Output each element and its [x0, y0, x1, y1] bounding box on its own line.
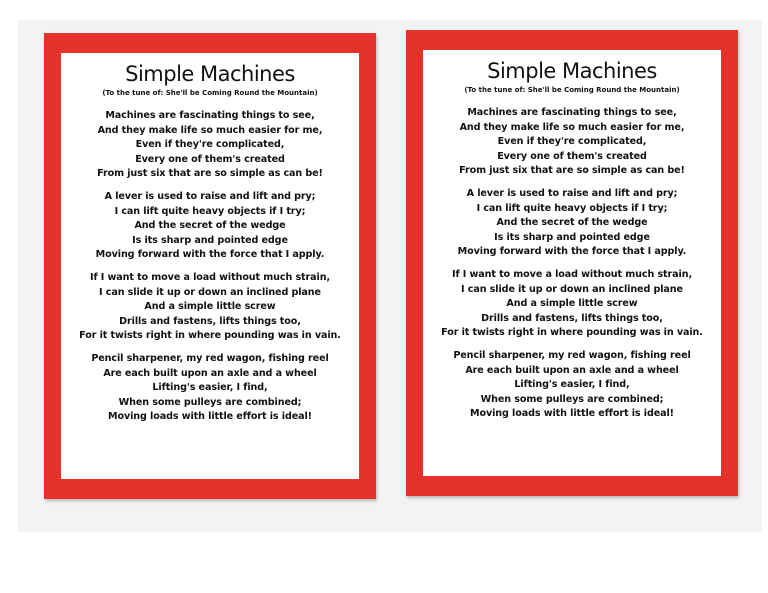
- verse-line: When some pulleys are combined;: [480, 393, 664, 405]
- verse-line: Pencil sharpener, my red wagon, fishing reel: [91, 352, 329, 364]
- song-subtitle: (To the tune of: She'll be Coming Round the Mountain): [464, 86, 680, 94]
- verse-4: [61, 352, 359, 425]
- verse-line: Machines are fascinating things to see,: [105, 110, 315, 121]
- verse-line: Drills and fastens, lifts things too,: [481, 312, 663, 324]
- verse-line: I can slide it up or down an inclined plane: [99, 286, 321, 298]
- song-card-left: [44, 33, 376, 499]
- song-title: Simple Machines: [125, 62, 295, 86]
- verse-line: Is its sharp and pointed edge: [132, 234, 288, 246]
- verse-line: I can slide it up or down an inclined plane: [461, 283, 683, 295]
- verse-line: A lever is used to raise and lift and pry;: [466, 187, 678, 199]
- verse-line: Lifting's easier, I find,: [152, 382, 268, 394]
- verse-line: From just six that are so simple as can be!: [97, 168, 323, 180]
- verse-line: Machines are fascinating things to see,: [467, 107, 677, 118]
- verse-line: A lever is used to raise and lift and pry;: [104, 190, 316, 202]
- verse-line: I can lift quite heavy objects if I try;: [114, 205, 306, 217]
- verse-2: [423, 187, 721, 260]
- verse-line: Moving loads with little effort is ideal!: [470, 408, 674, 420]
- verse-line: For it twists right in where pounding was in vain.: [79, 330, 341, 342]
- verse-2: [61, 190, 359, 263]
- verse-line: And they make life so much easier for me,: [459, 121, 685, 133]
- verse-1: [423, 106, 721, 179]
- verse-line: Moving forward with the force that I apply.: [457, 246, 687, 258]
- verse-line: Drills and fastens, lifts things too,: [119, 315, 301, 327]
- verse-line: When some pulleys are combined;: [118, 396, 302, 408]
- verse-3: [423, 268, 721, 341]
- verse-line: If I want to move a load without much strain,: [89, 271, 331, 283]
- verse-line: Moving forward with the force that I apply.: [95, 249, 325, 261]
- verse-line: I can lift quite heavy objects if I try;: [476, 202, 668, 214]
- verse-line: Are each built upon an axle and a wheel: [465, 364, 679, 376]
- verse-line: Even if they're complicated,: [497, 136, 647, 148]
- verse-line: Every one of them's created: [135, 153, 285, 165]
- verse-1: [61, 109, 359, 182]
- verse-line: Are each built upon an axle and a wheel: [103, 367, 317, 379]
- verse-line: And a simple little screw: [506, 298, 638, 310]
- verse-line: And the secret of the wedge: [134, 220, 286, 232]
- verse-line: Every one of them's created: [497, 150, 647, 162]
- verse-line: If I want to move a load without much strain,: [451, 268, 693, 280]
- verse-line: Even if they're complicated,: [135, 139, 285, 151]
- verse-line: From just six that are so simple as can be!: [459, 165, 685, 177]
- verse-line: Is its sharp and pointed edge: [494, 231, 650, 243]
- verse-line: Pencil sharpener, my red wagon, fishing reel: [453, 349, 691, 361]
- verse-line: And they make life so much easier for me,: [97, 124, 323, 136]
- verse-4: [423, 349, 721, 422]
- verse-line: And the secret of the wedge: [496, 217, 648, 229]
- verse-line: Moving loads with little effort is ideal!: [108, 411, 312, 423]
- verse-line: And a simple little screw: [144, 301, 276, 313]
- verse-line: For it twists right in where pounding was in vain.: [441, 327, 703, 339]
- verse-line: Lifting's easier, I find,: [514, 379, 630, 391]
- song-subtitle: (To the tune of: She'll be Coming Round the Mountain): [102, 89, 318, 97]
- verse-3: [61, 271, 359, 344]
- song-card-paper: [61, 53, 359, 479]
- song-card-right: [406, 30, 738, 496]
- song-card-paper: [423, 50, 721, 476]
- song-title: Simple Machines: [487, 59, 657, 83]
